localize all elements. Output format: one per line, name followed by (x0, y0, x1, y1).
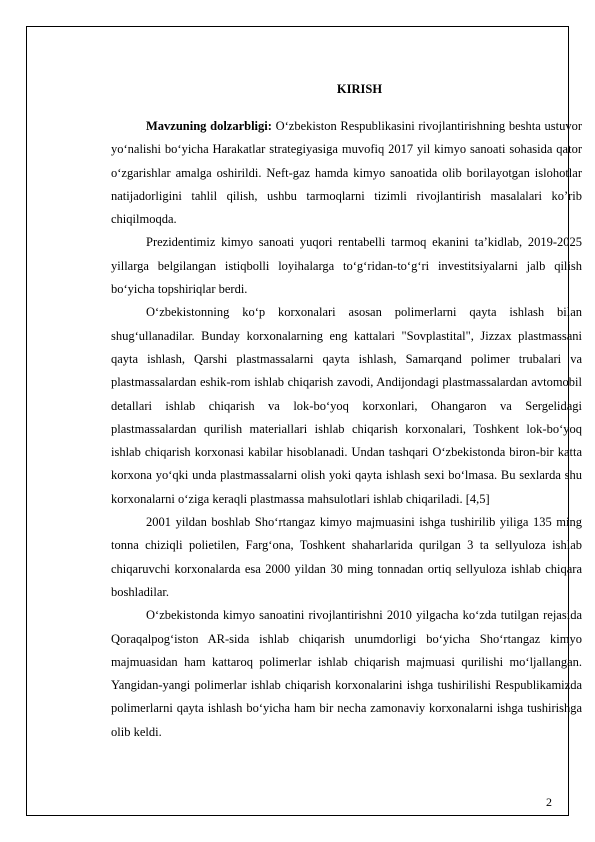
paragraph-text: O‘zbekiston Respublikasini rivojlantirishning beshta ustuvor yo‘nalishi bo‘yicha Harakatlar strategiyasiga muvofiq 2017 yil kimyo sanoati sohasida qator o‘zgarishlar amalga oshirildi. Neft-gaz hamda kimyo sanoatida olib borilayotgan islohotlar natijadorligini tahlil qilish, ushbu tarmoqlarni tizimli rivojlantirish masalalari ko’rib chiqilmoqda. (111, 119, 582, 227)
paragraph: 2001 yildan boshlab Sho‘rtangaz kimyo majmuasini ishga tushirilib yiliga 135 ming tonna chiziqli polietilen, Farg‘ona, Toshkent shaharlarida qurilgan 3 ta sellyuloza ishlab chiqaruvchi korxonalarda esa 2000 yildan 30 ming tonnadan ortiq sellyuloza ishlab chiqara boshladilar. (111, 515, 582, 599)
page-frame (26, 26, 582, 816)
page-number: 2 (546, 795, 552, 809)
paragraph: Prezidentimiz kimyo sanoati yuqori rentabelli tarmoq ekanini ta’kidlab, 2019-2025 yillarga belgilangan istiqbolli loyihalarga to‘g‘ridan-to‘g‘ri investitsiyalarni jalb qilish bo‘yicha topshiriqlar berdi. (111, 235, 582, 297)
paragraph: O‘zbekistonning ko‘p korxonalari asosan polimerlarni qayta ishlash bilan shug‘ullanadilar. Bunday korxonalarning eng kattalari "Sovplastital", Jizzax plastmassani qayta ishlash, Qarshi plastmassalarni qayta ishlash, Samarqand polimer trubalari va plastmassalardan eshik-rom ishlab chiqarish zavodi, Andijondagi plastmassalardan avtomobil detallari ishlab chiqarish va lok-bo‘yoq korxonlari, Ohangaron va Sergelidagi plastmassalardan qurilish materiallari ishlab chiqarish korxonalari, Toshkent lok-bo‘yoq ishlab chiqarish korxonasi kabilar hisoblanadi. Undan tashqari O‘zbekistonda biron-bir katta korxona yo‘qki unda plastmassalarni olish yoki qayta ishlash sexi bo‘lmasa. Bu sexlarda shu korxonalarni o‘ziga keraqli plastmassa mahsulotlari ishlab chiqariladi. [4,5] (111, 305, 582, 506)
paragraph: O‘zbekistonda kimyo sanoatini rivojlantirishni 2010 yilgacha ko‘zda tutilgan rejasida Qoraqalpog‘iston AR-sida ishlab chiqarish unumdorligi bo‘yicha Sho‘rtangaz kimyo majmuasidan ham kattaroq polimerlar ishlab chiqarish majmuasi qurilishi mo‘ljallangan. Yangidan-yangi polimerlar ishlab chiqarish korxonalarini ishga tushirilishi Respublikamizda polimerlarni qayta ishlash bo‘yicha ham bir necha zamonaviy korxonalarni ishga tushirishga olib keldi. (111, 608, 582, 739)
document-body (111, 77, 582, 744)
document-title: KIRISH (336, 82, 383, 96)
paragraph-relevance (111, 115, 582, 231)
relevance-label: Mavzuning dolzarbligi: (146, 119, 272, 133)
